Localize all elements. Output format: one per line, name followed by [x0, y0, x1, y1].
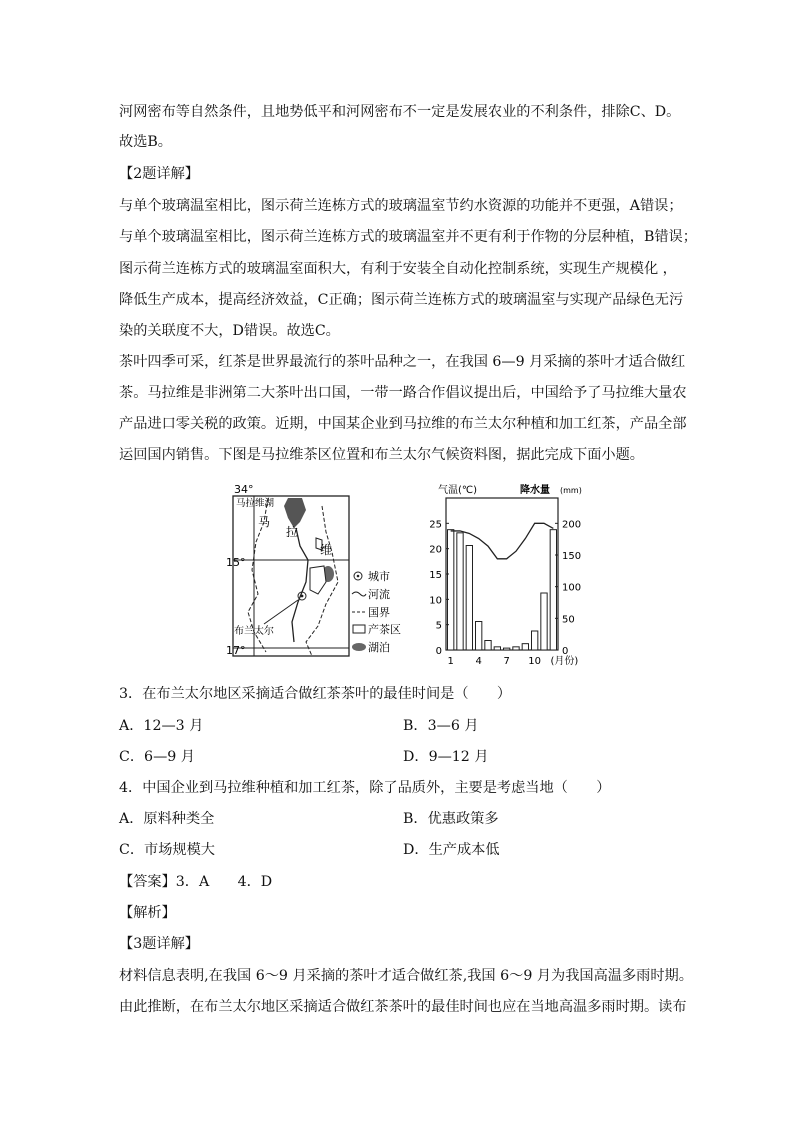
x-tick-label: 4: [475, 656, 482, 667]
precip-bar: [485, 641, 491, 651]
map-ma-label: 马: [258, 515, 271, 529]
precip-bar: [504, 648, 510, 650]
map-lon-label: 34°: [234, 483, 254, 496]
precip-bar: [550, 530, 556, 650]
question-4-stem: 4．中国企业到马拉维种植和加工红茶，除了品质外，主要是考虑当地（ ）: [119, 780, 611, 796]
paragraph-line: 产品进口零关税的政策。近期，中国某企业到马拉维的布兰太尔种植和加工红茶，产品全部: [119, 416, 687, 432]
paragraph-line: 图示荷兰连栋方式的玻璃温室面积大，有利于安装全自动化控制系统，实现生产规模化 ，: [119, 261, 677, 277]
left-tick-label: 10: [429, 595, 442, 607]
precip-axis-title: 降水量: [520, 485, 550, 496]
precip-bar: [532, 631, 538, 650]
paragraph-line: 与单个玻璃温室相比，图示荷兰连栋方式的玻璃温室并不更有利于作物的分层种植，B错误；: [119, 229, 697, 245]
x-tick-label: 7: [503, 656, 510, 667]
tea-region: [310, 566, 326, 594]
malawi-tea-map: [226, 482, 350, 660]
paragraph-line: 河网密布等自然条件，且地势低平和河网密布不一定是发展农业的不利条件，排除C、D。: [119, 104, 681, 120]
legend-border: 国界: [368, 606, 390, 619]
question-3-stem: 3．在布兰太尔地区采摘适合做红茶茶叶的最佳时间是（ ）: [119, 686, 512, 702]
question-3-option-c[interactable]: C．6—9 月: [119, 749, 195, 765]
precip-bar: [541, 593, 547, 650]
legend-tea: 产茶区: [368, 623, 401, 636]
precip-bar: [494, 647, 500, 650]
map-legend: [350, 566, 420, 662]
left-tick-label: 0: [435, 646, 442, 657]
left-tick-label: 25: [429, 519, 442, 531]
right-tick-label: 200: [562, 519, 582, 531]
map-wei-label: 维: [320, 543, 333, 557]
question-3-option-b[interactable]: B．3—6 月: [403, 718, 479, 734]
precip-bar: [466, 546, 472, 651]
answer-line: 【答案】3．A 4．D: [119, 874, 273, 890]
paragraph-line: 由此推断，在布兰太尔地区采摘适合做红茶茶叶的最佳时间也应在当地高温多雨时期。读布: [119, 999, 687, 1015]
paragraph-line: 故选B。: [119, 134, 172, 150]
question-4-option-c[interactable]: C．市场规模大: [119, 842, 215, 858]
river-shire: [292, 528, 308, 642]
temp-axis-title: 气温(℃): [438, 485, 478, 496]
precip-bar: [513, 647, 519, 650]
legend-river-icon: [352, 592, 366, 596]
question-4-option-a[interactable]: A．原料种类全: [119, 811, 215, 827]
climate-chart: [420, 480, 590, 670]
right-tick-label: 50: [562, 614, 575, 626]
x-tick-label: 10: [528, 656, 542, 667]
paragraph-line: 茶叶四季可采，红茶是世界最流行的茶叶品种之一，在我国 6—9 月采摘的茶叶才适合做红: [119, 354, 686, 370]
left-tick-label: 5: [435, 620, 442, 632]
map-lat17-label: 17°: [226, 644, 246, 657]
map-city-label: 布兰太尔: [234, 626, 274, 637]
x-axis-unit: (月份): [550, 656, 579, 667]
legend-river: 河流: [368, 588, 390, 601]
section-heading: 【2题详解】: [119, 166, 199, 182]
right-tick-label: 0: [562, 646, 569, 657]
city-marker-dot: [301, 595, 304, 598]
left-tick-label: 20: [429, 544, 442, 556]
paragraph-line: 与单个玻璃温室相比，图示荷兰连栋方式的玻璃温室节约水资源的功能并不更强，A错误；: [119, 198, 683, 214]
map-la-label: 拉: [286, 525, 299, 539]
map-lake-label: 马拉维湖: [236, 498, 275, 509]
question-4-option-b[interactable]: B．优惠政策多: [403, 811, 499, 827]
legend-tea-icon: [353, 625, 365, 633]
paragraph-line: 材料信息表明,在我国 6～9 月采摘的茶叶才适合做红茶,我国 6～9 月为我国高温多雨时期。: [119, 968, 693, 984]
question-3-option-a[interactable]: A．12—3 月: [119, 718, 204, 734]
paragraph-line: 降低生产成本，提高经济效益，C正确；图示荷兰连栋方式的玻璃温室与实现产品绿色无污: [119, 292, 684, 308]
lake-malawi: [284, 498, 306, 528]
legend-city: 城市: [368, 570, 390, 583]
precip-bar: [457, 533, 463, 650]
paragraph-line: 茶。马拉维是非洲第二大茶叶出口国，一带一路合作倡议提出后，中国给予了马拉维大量农: [119, 385, 687, 401]
legend-lake: 湖泊: [368, 641, 390, 654]
map-lat15-label: 15°: [226, 556, 246, 569]
legend-city-icon-dot: [357, 575, 360, 578]
precip-bar: [476, 622, 482, 651]
x-tick-label: 1: [447, 656, 454, 667]
precip-bar: [522, 644, 528, 650]
right-tick-label: 100: [562, 582, 582, 594]
right-tick-label: 150: [562, 551, 582, 562]
left-tick-label: 15: [429, 570, 442, 581]
paragraph-line: 染的关联度不大，D错误。故选C。: [119, 323, 340, 339]
analysis-heading: 【解析】: [119, 905, 176, 921]
precip-bar: [448, 530, 454, 650]
paragraph-line: 运回国内销售。下图是马拉维茶区位置和布兰太尔气候资料图，据此完成下面小题。: [119, 447, 644, 463]
legend-lake-icon: [352, 643, 366, 651]
section-heading: 【3题详解】: [119, 936, 199, 952]
precip-axis-unit: (mm): [560, 486, 582, 495]
question-4-option-d[interactable]: D．生产成本低: [403, 842, 500, 858]
question-3-option-d[interactable]: D．9—12 月: [403, 749, 489, 765]
